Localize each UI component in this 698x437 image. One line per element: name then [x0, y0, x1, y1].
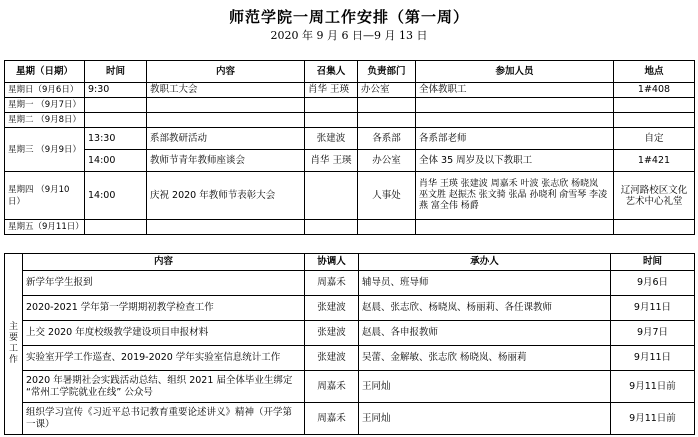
date-range: 2020 年 9 月 6 日—9 月 13 日	[270, 29, 428, 42]
coordinator-cell: 周嘉禾	[305, 403, 359, 435]
page-title: 师范学院一周工作安排（第一周）	[228, 8, 469, 26]
content-cell	[147, 98, 305, 113]
table-row	[5, 113, 695, 128]
col-header-handler: 承办人	[359, 254, 611, 271]
content-cell: 系部教研活动	[147, 128, 305, 150]
dept-cell	[358, 98, 416, 113]
day-cell: 星期二 （9月8日）	[5, 113, 85, 128]
dept-cell: 办公室	[358, 150, 416, 172]
date-cell: 9月11日	[611, 296, 695, 321]
table-row	[5, 98, 695, 113]
col-header-convener: 召集人	[305, 61, 358, 83]
time-cell: 14:00	[85, 150, 147, 172]
place-cell	[614, 98, 695, 113]
attendees-cell	[416, 113, 614, 128]
table-row	[5, 150, 695, 172]
attendees-cell	[416, 220, 614, 235]
place-cell	[614, 113, 695, 128]
main-work-table	[4, 253, 695, 435]
handler-cell: 赵晨、张志欣、杨晓岚、杨丽莉、各任课教师	[359, 296, 611, 321]
col-header-day: 星期（日期）	[5, 61, 85, 83]
time-cell: 14:00	[85, 172, 147, 220]
dept-cell	[358, 113, 416, 128]
col-header-date: 时间	[611, 254, 695, 271]
convener-cell	[305, 172, 358, 220]
place-cell: 1#421	[614, 150, 695, 172]
dept-cell	[358, 220, 416, 235]
dept-cell: 人事处	[358, 172, 416, 220]
handler-cell: 吴蕾、金解敏、张志欣 杨晓岚、杨丽莉	[359, 346, 611, 371]
time-cell	[85, 113, 147, 128]
col-header-dept: 负责部门	[358, 61, 416, 83]
handler-cell: 王同灿	[359, 371, 611, 403]
coordinator-cell: 张建波	[305, 346, 359, 371]
table-row	[5, 371, 695, 403]
coordinator-cell: 张建波	[305, 296, 359, 321]
convener-cell	[305, 113, 358, 128]
day-cell: 星期一 （9月7日）	[5, 98, 85, 113]
schedule-table	[4, 60, 695, 235]
col-header-task-content: 内容	[23, 254, 305, 271]
time-cell: 9:30	[85, 83, 147, 98]
schedule-header-row	[5, 61, 695, 83]
day-cell: 星期五（9月11日）	[5, 220, 85, 235]
dept-cell: 办公室	[358, 83, 416, 98]
handler-cell: 赵晨、各申报教师	[359, 321, 611, 346]
attendees-cell: 各系部老师	[416, 128, 614, 150]
day-cell: 星期三 （9月9日）	[5, 128, 85, 172]
task-content-cell: 2020-2021 学年第一学期期初教学检查工作	[23, 296, 305, 321]
convener-cell	[305, 220, 358, 235]
content-cell: 教职工大会	[147, 83, 305, 98]
attendees-cell: 肖华 王瑛 张建波 周嘉禾 叶波 张志欣 杨晓岚 巫文胜 赵振杰 张文骑 张晶 孙晓利 俞雪琴 李凌燕 富全伟 杨爵	[416, 172, 614, 220]
coordinator-cell: 周嘉禾	[305, 271, 359, 296]
time-cell	[85, 98, 147, 113]
table-row	[5, 321, 695, 346]
date-cell: 9月11日前	[611, 403, 695, 435]
coordinator-cell: 张建波	[305, 321, 359, 346]
table-row	[5, 296, 695, 321]
place-cell: 自定	[614, 128, 695, 150]
convener-cell	[305, 98, 358, 113]
time-cell	[85, 220, 147, 235]
convener-cell: 肖华 王瑛	[305, 150, 358, 172]
col-header-coordinator: 协调人	[305, 254, 359, 271]
table-row	[5, 346, 695, 371]
date-cell: 9月11日	[611, 346, 695, 371]
attendees-cell	[416, 98, 614, 113]
task-content-cell: 新学年学生报到	[23, 271, 305, 296]
table-row	[5, 403, 695, 435]
attendees-cell: 全体教职工	[416, 83, 614, 98]
table-row	[5, 128, 695, 150]
day-cell: 星期日（9月6日）	[5, 83, 85, 98]
col-header-time: 时间	[85, 61, 147, 83]
tasks-header-row	[5, 254, 695, 271]
place-cell	[614, 220, 695, 235]
table-row	[5, 83, 695, 98]
content-cell: 庆祝 2020 年教师节表彰大会	[147, 172, 305, 220]
content-cell: 教师节青年教师座谈会	[147, 150, 305, 172]
date-cell: 9月7日	[611, 321, 695, 346]
convener-cell: 肖华 王瑛	[305, 83, 358, 98]
table-row	[5, 172, 695, 220]
col-header-content: 内容	[147, 61, 305, 83]
table-row	[5, 220, 695, 235]
task-content-cell: 上交 2020 年度校级教学建设项目申报材料	[23, 321, 305, 346]
task-content-cell: 组织学习宣传《习近平总书记教育重要论述讲义》精神（开学第一课）	[23, 403, 305, 435]
coordinator-cell: 周嘉禾	[305, 371, 359, 403]
date-cell: 9月11日前	[611, 371, 695, 403]
date-cell: 9月6日	[611, 271, 695, 296]
col-header-attendees: 参加人员	[416, 61, 614, 83]
dept-cell: 各系部	[358, 128, 416, 150]
handler-cell: 辅导员、班导师	[359, 271, 611, 296]
col-header-place: 地点	[614, 61, 695, 83]
place-cell: 辽河路校区文化艺术中心礼堂	[614, 172, 695, 220]
time-cell: 13:30	[85, 128, 147, 150]
handler-cell: 王同灿	[359, 403, 611, 435]
day-cell: 星期四 （9月10日）	[5, 172, 85, 220]
main-work-label: 主要工作	[5, 254, 23, 435]
task-content-cell: 2020 年暑期社会实践活动总结、组织 2021 届全体毕业生绑定 “常州工学院就业在线” 公众号	[23, 371, 305, 403]
convener-cell: 张建波	[305, 128, 358, 150]
attendees-cell: 全体 35 周岁及以下教职工	[416, 150, 614, 172]
content-cell	[147, 113, 305, 128]
place-cell: 1#408	[614, 83, 695, 98]
task-content-cell: 实验室开学工作巡查、2019-2020 学年实验室信息统计工作	[23, 346, 305, 371]
table-row	[5, 271, 695, 296]
content-cell	[147, 220, 305, 235]
